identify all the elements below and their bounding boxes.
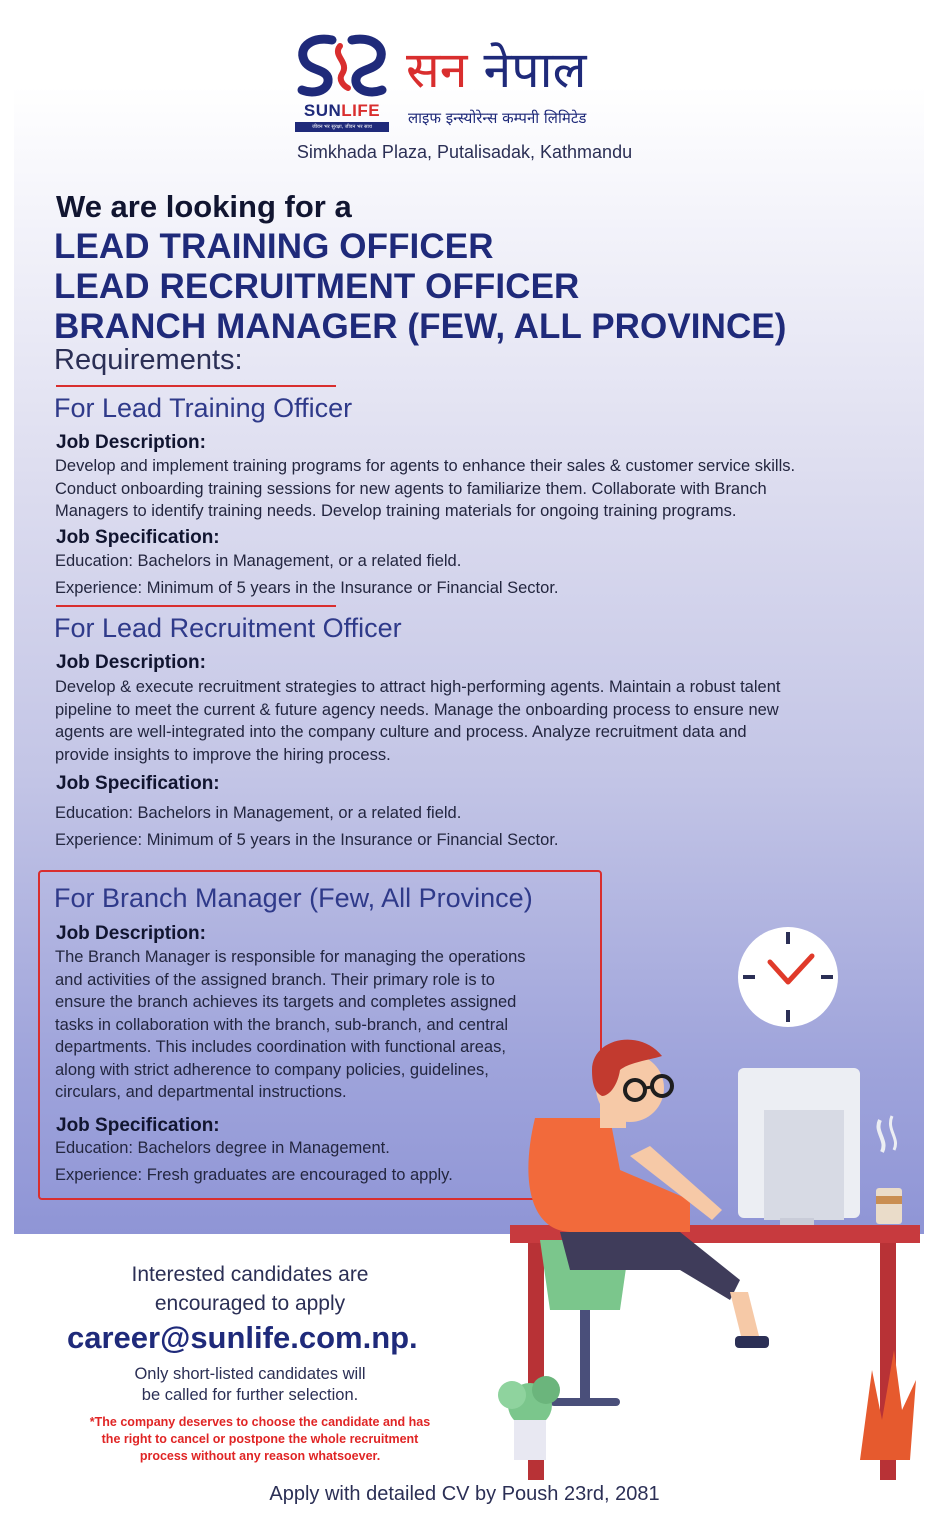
brand-nepali-subtitle: लाइफ इन्स्योरेन्स कम्पनी लिमिटेड bbox=[408, 109, 587, 127]
job-description-label: Job Description: bbox=[56, 652, 206, 673]
company-address: Simkhada Plaza, Putalisadak, Kathmandu bbox=[296, 142, 633, 162]
job-description-line: agents are well-integrated into the company culture and process. Analyze recruitment data and bbox=[55, 723, 747, 741]
job-specification-label: Job Specification: bbox=[56, 1115, 220, 1136]
section-heading: For Branch Manager (Few, All Province) bbox=[54, 883, 533, 913]
job-description-line: Develop & execute recruitment strategies to attract high-performing agents. Maintain a robust talent bbox=[55, 678, 781, 696]
experience-requirement: Experience: Fresh graduates are encouraged to apply. bbox=[55, 1166, 453, 1184]
job-description-line: departments. This includes coordination with functional areas, bbox=[55, 1038, 506, 1056]
job-specification-label: Job Specification: bbox=[56, 527, 220, 548]
career-email-link[interactable]: career@sunlife.com.np. bbox=[67, 1320, 418, 1355]
job-description-text bbox=[55, 455, 795, 523]
education-requirement: Education: Bachelors in Management, or a related field. bbox=[55, 552, 462, 570]
job-description-text bbox=[55, 946, 526, 1104]
job-description-line: Managers to identify training needs. Develop training materials for ongoing training programs. bbox=[55, 502, 737, 520]
person-at-desk-illustration bbox=[480, 920, 929, 1480]
brand-nepali-part1: सन bbox=[406, 41, 468, 99]
requirements-label: Requirements: bbox=[54, 344, 243, 376]
education-requirement: Education: Bachelors in Management, or a related field. bbox=[55, 804, 462, 822]
apply-line: Interested candidates are bbox=[131, 1263, 369, 1286]
shortlist-note bbox=[60, 1364, 440, 1406]
position-title: LEAD RECRUITMENT OFFICER bbox=[54, 267, 580, 306]
sunlife-logo-icon bbox=[292, 32, 392, 100]
job-description-line: Conduct onboarding training sessions for new agents to familiarize them. Collaborate with Branch bbox=[55, 479, 767, 498]
education-requirement: Education: Bachelors degree in Management. bbox=[55, 1139, 390, 1157]
job-description-line: pipeline to meet the current & future agency needs. Manage the onboarding process to ensure new bbox=[55, 700, 779, 719]
job-description-line: circulars, and departmental instructions. bbox=[55, 1083, 347, 1101]
disclaimer-line: process without any reason whatsoever. bbox=[139, 1449, 381, 1463]
job-specification-label: Job Specification: bbox=[56, 773, 220, 794]
apply-line: encouraged to apply bbox=[154, 1292, 346, 1315]
job-description-line: Develop and implement training programs for agents to enhance their sales & customer service skills. bbox=[55, 457, 796, 475]
disclaimer-line: *The company deserves to choose the candidate and has bbox=[89, 1415, 431, 1429]
coffee-cup-icon bbox=[876, 1116, 902, 1224]
shortlist-line: be called for further selection. bbox=[141, 1386, 359, 1404]
experience-requirement: Experience: Minimum of 5 years in the Insurance or Financial Sector. bbox=[55, 579, 559, 597]
shortlist-line: Only short-listed candidates will bbox=[134, 1365, 366, 1383]
job-description-line: tasks in collaboration with the branch, sub-branch, and central bbox=[55, 1015, 509, 1034]
brand-english-name bbox=[292, 101, 392, 121]
job-description-line: ensure the branch achieves its targets and completes assigned bbox=[55, 993, 517, 1011]
apply-instruction bbox=[60, 1260, 440, 1318]
job-description-line: provide insights to improve the hiring process. bbox=[55, 745, 391, 764]
job-description-label: Job Description: bbox=[56, 432, 206, 453]
application-deadline: Apply with detailed CV by Poush 23rd, 2081 bbox=[269, 1483, 660, 1505]
job-description-line: along with strict adherence to company policies, guidelines, bbox=[55, 1060, 489, 1079]
job-description-text bbox=[55, 676, 780, 766]
computer-monitor-icon bbox=[738, 1068, 860, 1232]
brand-english-prefix: SUN bbox=[303, 101, 342, 120]
section-heading: For Lead Recruitment Officer bbox=[54, 613, 402, 643]
job-description-label: Job Description: bbox=[56, 923, 206, 944]
job-description-line: The Branch Manager is responsible for managing the operations bbox=[55, 948, 526, 966]
section-divider bbox=[56, 605, 336, 607]
brand-tagline: जीवन भर सुरक्षा, जीवन भर साथ bbox=[295, 122, 389, 132]
section-heading: For Lead Training Officer bbox=[54, 393, 353, 423]
disclaimer-line: the right to cancel or postpone the whole recruitment bbox=[101, 1432, 419, 1446]
position-title: BRANCH MANAGER (FEW, ALL PROVINCE) bbox=[54, 307, 787, 346]
brand-english-suffix: LIFE bbox=[341, 101, 381, 120]
wall-clock-icon bbox=[738, 927, 838, 1027]
brand-nepali-name bbox=[406, 40, 586, 100]
intro-heading: We are looking for a bbox=[56, 189, 352, 224]
experience-requirement: Experience: Minimum of 5 years in the Insurance or Financial Sector. bbox=[55, 831, 559, 849]
position-title: LEAD TRAINING OFFICER bbox=[54, 227, 494, 266]
brand-nepali-part2: नेपाल bbox=[483, 41, 587, 99]
job-description-line: and activities of the assigned branch. Their primary role is to bbox=[55, 970, 495, 989]
disclaimer-note bbox=[60, 1414, 460, 1465]
section-divider bbox=[56, 385, 336, 387]
potted-plant-icon bbox=[498, 1376, 560, 1460]
